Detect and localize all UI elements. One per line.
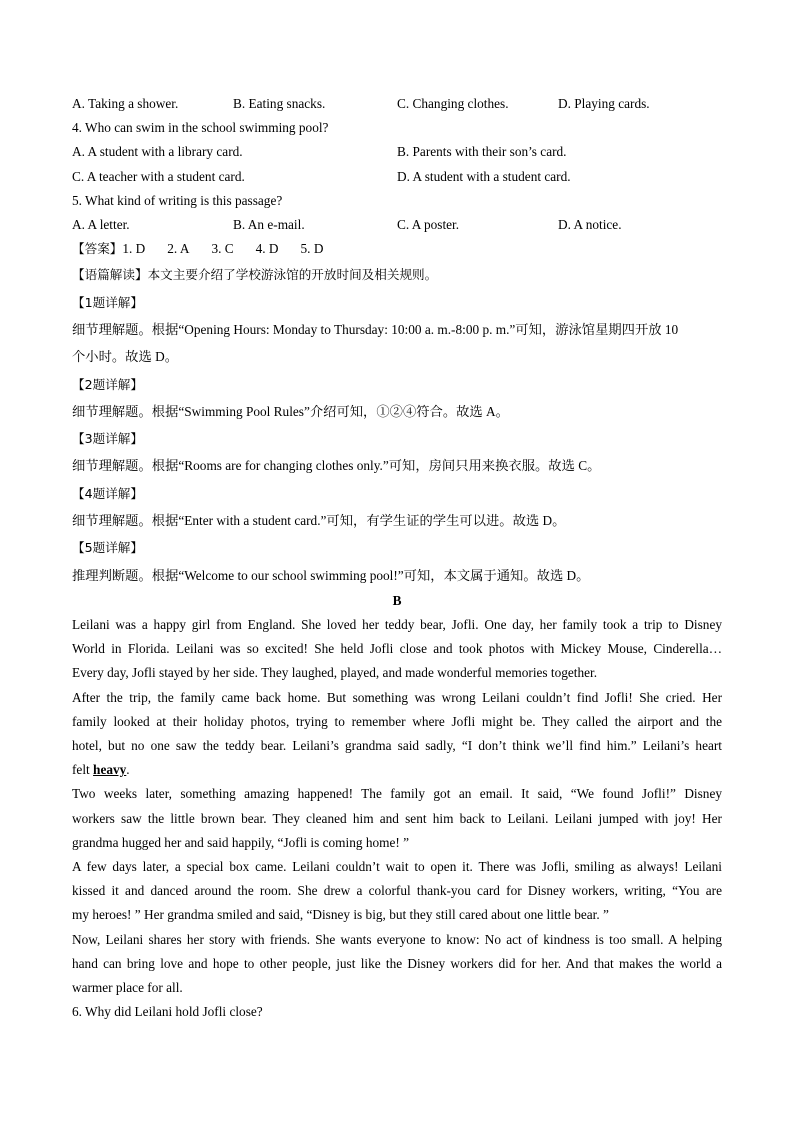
story-line: Leilani was a happy girl from England. She loved her teddy bear, Jofli. One day, her family took a trip to Disney bbox=[72, 617, 722, 633]
q4-option-b: B. Parents with their son’s card. bbox=[397, 144, 567, 160]
story-line-heavy bbox=[72, 758, 722, 782]
answer-4: 4. D bbox=[255, 241, 279, 257]
q5-options bbox=[72, 213, 722, 237]
detail-3-heading: 【3题详解】 bbox=[72, 431, 143, 447]
detail-4-line-1: 细节理解题。根据“Enter with a student card.”可知，有学生证的学生可以进。故选 D。 bbox=[72, 512, 566, 528]
detail-2-heading: 【2题详解】 bbox=[72, 376, 143, 392]
q5-option-a: A. A letter. bbox=[72, 216, 130, 232]
heavy-suffix: . bbox=[126, 762, 130, 778]
story-line: family looked at their holiday photos, trying to remember where Jofli might be. They called the airport and the bbox=[72, 713, 722, 729]
answer-3: 3. C bbox=[211, 241, 234, 257]
story-line: Now, Leilani shares her story with friends. She wants everyone to know: No act of kindness is too small. A helping bbox=[72, 931, 722, 947]
q3-option-a: A. Taking a shower. bbox=[72, 96, 179, 111]
heavy-prefix: felt bbox=[72, 762, 94, 778]
q4-options-row2 bbox=[72, 165, 722, 189]
detail-1-line-1: 细节理解题。根据“Opening Hours: Monday to Thursday: 10:00 a. m.-8:00 p. m.”可知，游泳馆星期四开放 10 bbox=[72, 321, 679, 337]
answer-1: 1. D bbox=[122, 241, 146, 257]
answer-key bbox=[72, 237, 722, 261]
answer-5: 5. D bbox=[300, 241, 324, 257]
detail-1-line-2: 个小时。故选 D。 bbox=[72, 349, 179, 365]
q3-options bbox=[72, 92, 722, 116]
document-content bbox=[72, 92, 722, 1024]
story-line: kissed it and danced around the room. She drew a colorful thank-you card for Disney workers, writing, “You are bbox=[72, 883, 722, 899]
story-line: warmer place for all. bbox=[72, 979, 183, 995]
detail-5-line-1: 推理判断题。根据“Welcome to our school swimming pool!”可知，本文属于通知。故选 D。 bbox=[72, 567, 590, 583]
detail-3-line-1: 细节理解题。根据“Rooms are for changing clothes only.”可知，房间只用来换衣服。故选 C。 bbox=[72, 458, 601, 474]
detail-2-line-1: 细节理解题。根据“Swimming Pool Rules”介绍可知，①②④符合。故选 A。 bbox=[72, 403, 509, 419]
detail-5-heading: 【5题详解】 bbox=[72, 540, 143, 556]
story-line: hotel, but no one saw the teddy bear. Leilani’s grandma said sadly, “I don’t think we’ll find him.” Leilani’s heart bbox=[72, 738, 722, 753]
q4-options-row1 bbox=[72, 140, 722, 164]
story-line: After the trip, the family came back home. But something was wrong Leilani couldn’t find Jofli! She cried. Her bbox=[72, 689, 722, 705]
story-line: grandma hugged her and said happily, “Jofli is coming home! ” bbox=[72, 834, 410, 850]
q3-option-b: B. Eating snacks. bbox=[233, 96, 326, 111]
story-line: Every day, Jofli stayed by her side. They laughed, played, and made wonderful memories together. bbox=[72, 665, 598, 681]
reading-label: 【语篇解读】 bbox=[72, 267, 148, 283]
detail-1-heading: 【1题详解】 bbox=[72, 294, 143, 310]
detail-4-heading: 【4题详解】 bbox=[72, 485, 143, 501]
story-passage bbox=[72, 613, 722, 1000]
story-line: hand can bring love and hope to other people, just like the Disney workers did for her. And that makes the world a bbox=[72, 955, 722, 971]
q5-option-d: D. A notice. bbox=[558, 216, 622, 232]
q4-option-a: A. A student with a library card. bbox=[72, 144, 243, 160]
q3-option-d: D. Playing cards. bbox=[558, 96, 650, 111]
answer-label: 【答案】 bbox=[72, 241, 123, 257]
story-line: World in Florida. Leilani was so excited! She held Jofli close and took photos with Mickey Mouse, Cinderella… bbox=[72, 641, 722, 657]
q5-option-b: B. An e-mail. bbox=[233, 216, 305, 232]
q3-option-c: C. Changing clothes. bbox=[397, 96, 509, 111]
q4-option-c: C. A teacher with a student card. bbox=[72, 168, 245, 184]
story-line: my heroes! ” Her grandma smiled and said, “Disney is big, but they still cared about one little bear. ” bbox=[72, 907, 609, 923]
heavy-word: heavy bbox=[93, 762, 127, 778]
section-b-heading: B bbox=[392, 592, 402, 608]
story-line: Two weeks later, something amazing happened! The family got an email. It said, “We found Jofli!” Disney bbox=[72, 786, 722, 802]
answer-2: 2. A bbox=[167, 241, 190, 257]
q5-question: 5. What kind of writing is this passage? bbox=[72, 192, 283, 208]
q4-option-d: D. A student with a student card. bbox=[397, 168, 571, 184]
reading-text: 本文主要介绍了学校游泳馆的开放时间及相关规则。 bbox=[147, 267, 438, 283]
q4-question: 4. Who can swim in the school swimming pool? bbox=[72, 120, 329, 136]
q6-question: 6. Why did Leilani hold Jofli close? bbox=[72, 1004, 263, 1020]
story-line: A few days later, a special box came. Leilani couldn’t wait to open it. There was Jofli, smiling as always! Leilani bbox=[72, 858, 722, 874]
reading-analysis bbox=[72, 261, 722, 288]
story-line: workers saw the little brown bear. They cleaned him and sent him back to Leilani. Leilani jumped with joy! Her bbox=[72, 810, 722, 826]
q5-option-c: C. A poster. bbox=[397, 216, 460, 232]
